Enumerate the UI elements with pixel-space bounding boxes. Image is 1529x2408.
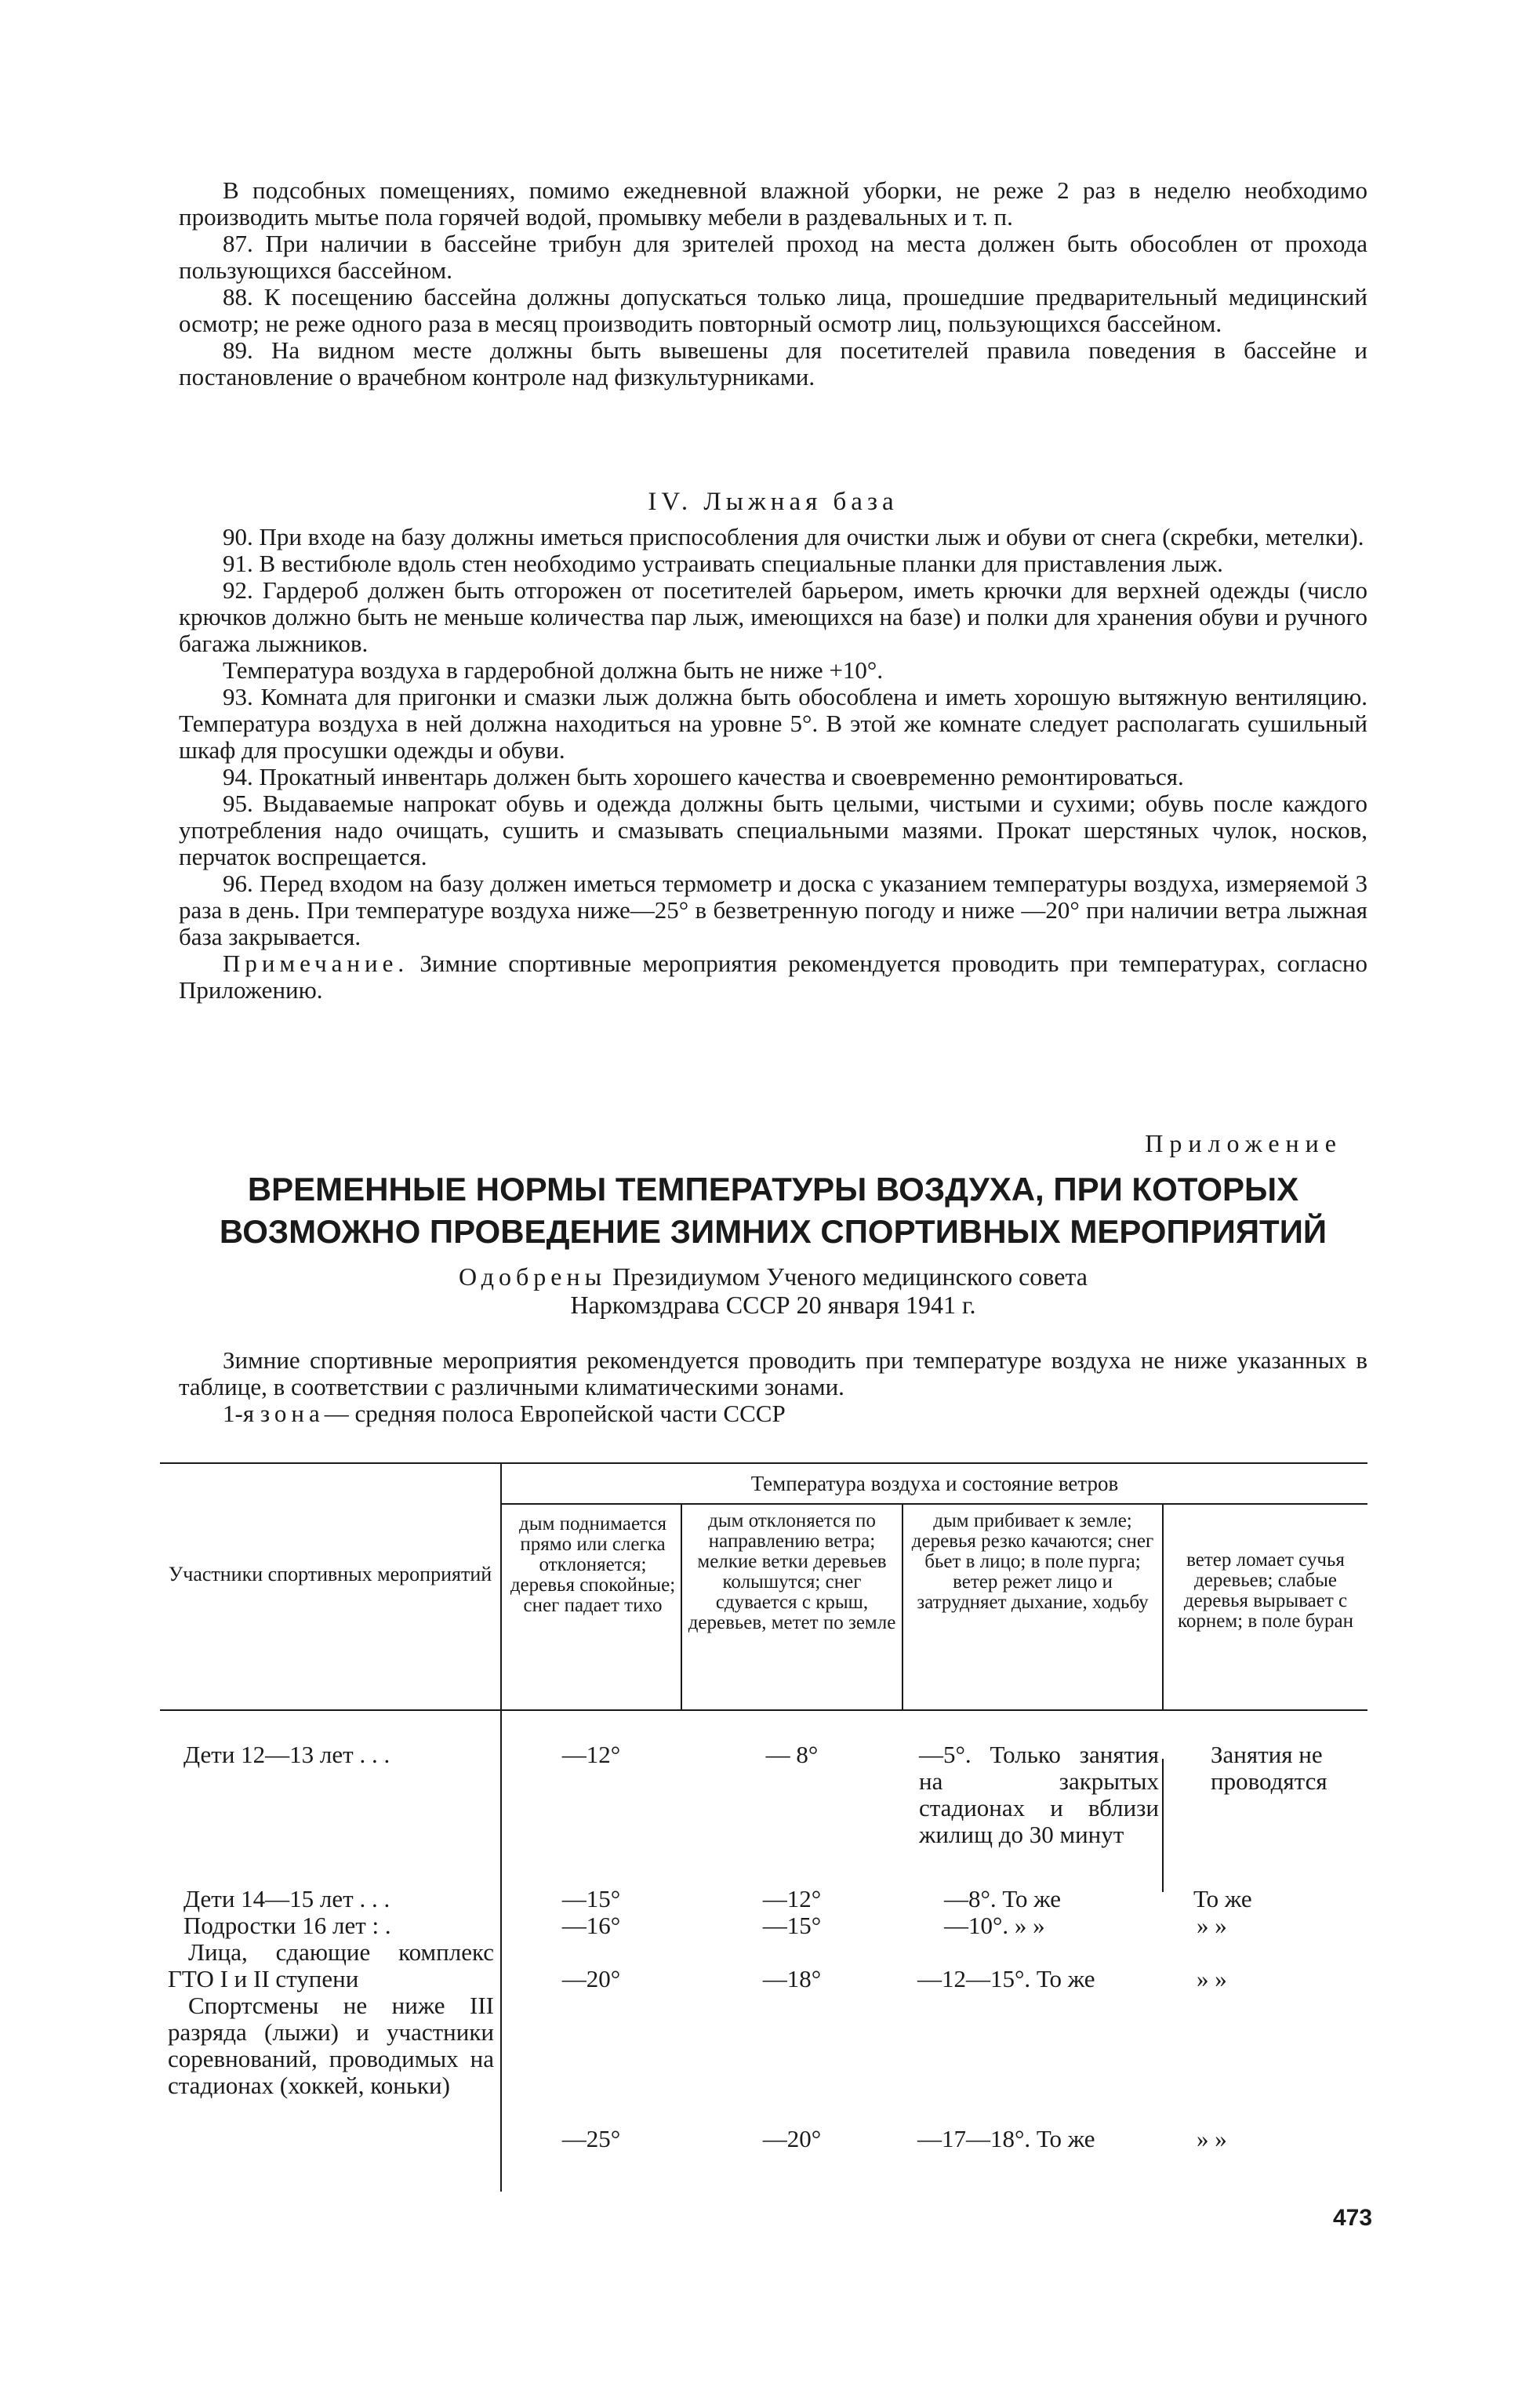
zone-rest: — средняя полоса Европейской части СССР — [324, 1400, 786, 1427]
participant-cell: Подростки 16 лет : . — [183, 1912, 391, 1939]
temp-cell: —20° — [762, 2125, 822, 2152]
table-col-divider — [1162, 1503, 1164, 1709]
column-header: ветер ломает сучья деревьев; слабые деревья вырывает с корнем; в поле буран — [1177, 1549, 1354, 1632]
approval-line: Наркомздрава СССР 20 января 1941 г. — [570, 1291, 976, 1319]
section-paragraphs — [179, 524, 1367, 1004]
table-col-divider — [500, 1462, 502, 2192]
temp-cell: —12—15°. То же — [917, 1965, 1095, 1992]
paragraph: 90. При входе на базу должны иметься приспособления для очистки лыж и обуви от снега (скребки, метелки). — [223, 523, 1364, 550]
paragraph: 87. При наличии в бассейне трибун для зрителей проход на места должен быть обособлен от прохода пользующихся бассейном. — [179, 230, 1367, 284]
temp-cell: То же — [1193, 1885, 1252, 1912]
temp-cell: —25° — [561, 2125, 621, 2152]
temp-cell: — 8° — [765, 1741, 819, 1768]
intro — [179, 1347, 1367, 1427]
paragraph: 96. Перед входом на базу должен иметься термометр и доска с указанием температуры воздуха, измеряемой 3 раза в день. При температуре воздуха ниже—25° в безветренную погоду и ниже —20° при наличии ветра лыжная база закрывается. — [179, 870, 1367, 950]
temp-cell: » » — [1197, 1912, 1227, 1939]
approval-rest: Президиумом Ученого медицинского совета — [612, 1262, 1088, 1291]
paragraph: Температура воздуха в гардеробной должна быть не ниже +10°. — [223, 656, 884, 684]
top-paragraphs — [179, 177, 1367, 390]
note-text: Зимние спортивные мероприятия рекомендуется проводить при температурах, согласно Приложению. — [179, 950, 1367, 1004]
column-header: дым поднимается прямо или слегка отклоняется; деревья спокойные; снег падает тихо — [510, 1513, 676, 1616]
table-rule-group — [502, 1503, 1367, 1505]
participant-cell: Лица, сдающие комплекс ГТО I и II ступени — [168, 1938, 494, 1992]
paragraph: 94. Прокатный инвентарь должен быть хорошего качества и своевременно ремонтироваться. — [223, 763, 1184, 790]
paragraph: В подсобных помещениях, помимо ежедневной влажной уборки, не реже 2 раз в неделю необходимо производить мытье пола горячей водой, промывку мебели в раздевальных и т. п. — [179, 176, 1367, 231]
participant-cell: Дети 14—15 лет . . . — [183, 1885, 390, 1912]
section-heading: IV. Лыжная база — [648, 488, 899, 516]
table-rule-top — [160, 1462, 1367, 1464]
column-header: дым прибивает к земле; деревья резко качаются; снег бьет в лицо; в поле пурга; ветер режет лицо и затрудняет дыхание, ходьбу — [911, 1510, 1154, 1613]
paragraph: 93. Комната для пригонки и смазки лыж должна быть обособлена и иметь хорошую вытяжную вентиляцию. Температура воздуха в ней должна находиться на уровне 5°. В этой же комнате следует располагать сушильный шкаф для просушки одежды и обуви. — [179, 683, 1367, 764]
main-title-line: ВРЕМЕННЫЕ НОРМЫ ТЕМПЕРАТУРЫ ВОЗДУХА, ПРИ КОТОРЫХ — [247, 1171, 1299, 1208]
paragraph: 95. Выдаваемые напрокат обувь и одежда должны быть целыми, чистыми и сухими; обувь после каждого употребления надо очищать, сушить и смазывать специальными мазями. Прокат шерстяных чулок, носков, перчаток воспрещается. — [179, 790, 1367, 870]
participant-cell: Спортсмены не ниже III разряда (лыжи) и участники соревнований, проводимых на стадионах (хоккей, коньки) — [168, 1992, 494, 2099]
temp-cell: —15° — [762, 1912, 822, 1939]
page-number: 473 — [1333, 2205, 1373, 2231]
participants-header: Участники спортивных мероприятий — [168, 1563, 492, 1585]
table-rule-header — [160, 1709, 1367, 1711]
temperature-table — [160, 1462, 1367, 2192]
paragraph: 91. В вестибюле вдоль стен необходимо устраивать специальные планки для приставления лыж. — [223, 550, 1223, 577]
temp-cell: » » — [1197, 2125, 1227, 2152]
temp-cell: —8°. То же — [944, 1885, 1062, 1912]
approval-note — [179, 1262, 1367, 1319]
temp-cell: —10°. » » — [944, 1912, 1045, 1939]
table-col-divider — [681, 1503, 682, 1709]
intro-text: Зимние спортивные мероприятия рекомендуется проводить при температуре воздуха не ниже указанных в таблице, в соответствии с различными климатическими зонами. — [179, 1346, 1367, 1400]
note-label: Примечание. — [223, 950, 409, 977]
zone-prefix: 1-я — [223, 1400, 255, 1427]
temp-cell: —20° — [561, 1965, 621, 1992]
column-header: дым отклоняется по направлению ветра; мелкие ветки деревьев колышутся; снег сдувается с крыш, деревьев, метет по земле — [688, 1510, 896, 1633]
participant-cell: Дети 12—13 лет . . . — [183, 1741, 390, 1768]
temp-cell: —15° — [561, 1885, 621, 1912]
table-col-divider — [1162, 1759, 1164, 1892]
temp-cell: —5°. Только занятия на закрытых стадионах и вблизи жилищ до 30 минут — [919, 1741, 1159, 1848]
group-header: Температура воздуха и состояние ветров — [750, 1472, 1119, 1495]
table-col-divider — [902, 1503, 903, 1709]
temp-cell: —12° — [762, 1885, 822, 1912]
temp-cell: » » — [1197, 1965, 1227, 1992]
paragraph: 92. Гардероб должен быть отгорожен от посетителей барьером, иметь крючки для верхней одежды (число крючков должно быть не меньше количества пар лыж, имеющихся на базе) и полки для хранения обуви и ручного багажа лыжников. — [179, 576, 1367, 657]
note-paragraph — [179, 950, 1367, 1004]
temp-cell: —18° — [762, 1965, 822, 1992]
approval-word: Одобрены — [459, 1262, 607, 1291]
temp-cell: Занятия не проводятся — [1211, 1741, 1327, 1795]
main-title-line: ВОЗМОЖНО ПРОВЕДЕНИЕ ЗИМНИХ СПОРТИВНЫХ МЕРОПРИЯТИЙ — [219, 1213, 1327, 1250]
zone-line — [179, 1400, 1367, 1427]
temp-cell: —12° — [561, 1741, 621, 1768]
temp-cell: —16° — [561, 1912, 621, 1939]
main-title — [179, 1168, 1367, 1253]
zone-word: зона — [260, 1400, 325, 1427]
appendix-label: Приложение — [1145, 1129, 1342, 1157]
paragraph: 88. К посещению бассейна должны допускаться только лица, прошедшие предварительный медицинский осмотр; не реже одного раза в месяц производить повторный осмотр лиц, пользующихся бассейном. — [179, 283, 1367, 337]
paragraph: 89. На видном месте должны быть вывешены для посетителей правила поведения в бассейне и постановление о врачебном контроле над физкультурниками. — [179, 336, 1367, 390]
temp-cell: —17—18°. То же — [917, 2125, 1095, 2152]
